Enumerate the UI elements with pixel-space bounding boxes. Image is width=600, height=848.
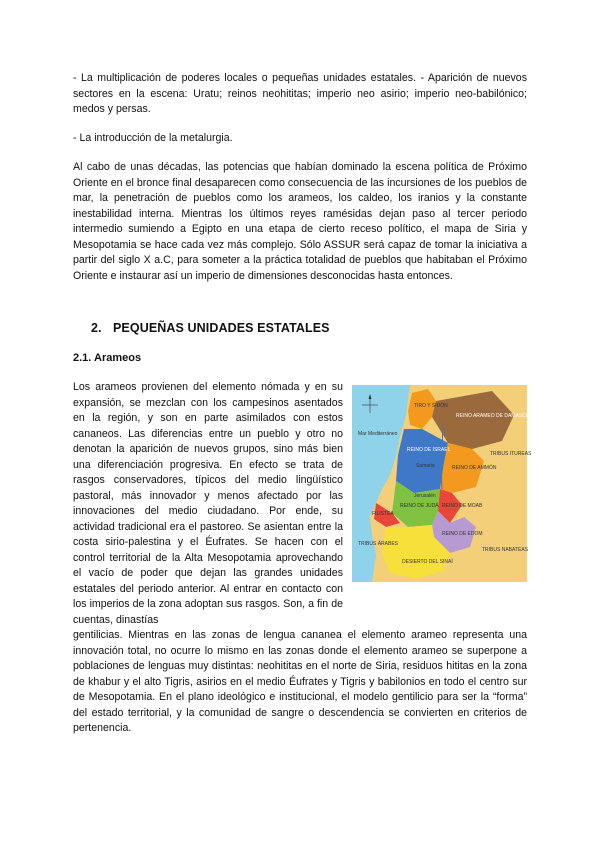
map-label-samaria: Samaria bbox=[416, 463, 435, 469]
map-svg bbox=[352, 385, 532, 582]
map-label-edom: REINO DE EDOM bbox=[442, 531, 483, 537]
section-heading bbox=[91, 321, 330, 335]
paragraph-intro: - La multiplicación de poderes locales o pequeñas unidades estatales. - Aparición de nuevos sectores en la escena: Uratu; reinos neohititas; imperio neo asirio; imperio neo-babilónico; medos y persas. bbox=[73, 72, 527, 115]
paragraph-arameos-intro: Los arameos provienen del elemento nómada y en su expansión, se mezclan con los campesinos asentados en la región, y son en parte asimilados con estos cananeos. Las diferencias entre un pueblo y otro no denotan la aparición de nuevos grupos, sino más bien una diferenciación progresiva. En efecto se trata de rasgos conservadores, típicos del medio lingüístico pastoral, más innovador y menos afectado por las innovaciones del medio ciudadano. Por ende, su actividad tradicional era el pastoreo. Se asientan entre la costa sirio-palestina y el Éufrates. Se hacen con el control territorial de la Alta Mesopotamia aprovechando el vacío de poder que dejan las grandes unidades estatales del periodo anterior. Al entrar en contacto con los imperios de la zona adoptan sus rasgos. Son, a fin de cuentas, dinastías bbox=[73, 381, 343, 626]
paragraph-cabo: Al cabo de unas décadas, las potencias que habían dominado la escena política de Próximo Oriente en el bronce final desaparecen como consecuencia de las incursiones de los pueblos de mar, la penetración de pueblos como los arameos, los caldeo, los iranios y la constante inestabilidad interna. Mientras los últimos reyes ramésidas dejan paso al tercer periodo intermedio sumiendo a Egipto en una etapa de cierto receso político, el mapa de Siria y Mesopotamia se hace cada vez más complejo. Sólo ASSUR será capaz de tomar la iniciativa a partir del siglo X a.C, para someter a la práctica totalidad de pueblos que habitaban el Próximo Oriente e instaurar así un imperio de dimensiones desconocidas hasta entonces. bbox=[73, 161, 527, 282]
map-label-nabateas: TRIBUS NABATEAS bbox=[482, 547, 529, 553]
map-label-damasco: REINO ARAMEO DE DAMASCO bbox=[456, 413, 530, 419]
section-title: PEQUEÑAS UNIDADES ESTATALES bbox=[113, 321, 330, 335]
section-number: 2. bbox=[91, 321, 102, 335]
paragraph-metalurgia: - La introducción de la metalurgia. bbox=[73, 132, 233, 144]
map-label-tiro: TIRO Y SIDÓN bbox=[414, 403, 448, 409]
map-label-moab: REINO DE MOAB bbox=[442, 503, 483, 509]
subsection-heading: 2.1. Arameos bbox=[73, 352, 142, 364]
paragraph-arameos-continued: gentilicias. Mientras en las zonas de lengua cananea el elemento arameo representa una innovación total, no ocurre lo mismo en las zonas donde el elemento arameo se superpone a poblaciones de lenguas muy distintas: neohititas en el norte de Siria, residuos hititas en la zona de khabur y el alto Tigris, asirios en el medio Éufrates y Tigris y babilonios en todo el centro sur de Mesopotamia. En el plano ideológico e institucional, el modelo gentilicio para ser la “forma” del estado territorial, y la comunidad de sangre o descendencia se convierten en criterios de pertenencia. bbox=[73, 629, 527, 734]
map-label-arabes: TRIBUS ÁRABES bbox=[358, 541, 399, 547]
map-label-israel: REINO DE ISRAEL bbox=[407, 447, 451, 453]
map-figure bbox=[352, 385, 532, 582]
map-label-judah: REINO DE JUDÁ bbox=[400, 503, 439, 509]
map-label-sinai: DESIERTO DEL SINAÍ bbox=[402, 559, 453, 565]
map-label-filistea: FILISTEA bbox=[372, 511, 394, 517]
map-label-ammon: REINO DE AMMÓN bbox=[452, 465, 497, 471]
map-label-ituria: TRIBUS ITUREAS bbox=[490, 451, 532, 457]
map-label-mar: Mar Mediterráneo bbox=[358, 431, 398, 437]
map-label-jerusalen: Jerusalén bbox=[414, 493, 436, 499]
